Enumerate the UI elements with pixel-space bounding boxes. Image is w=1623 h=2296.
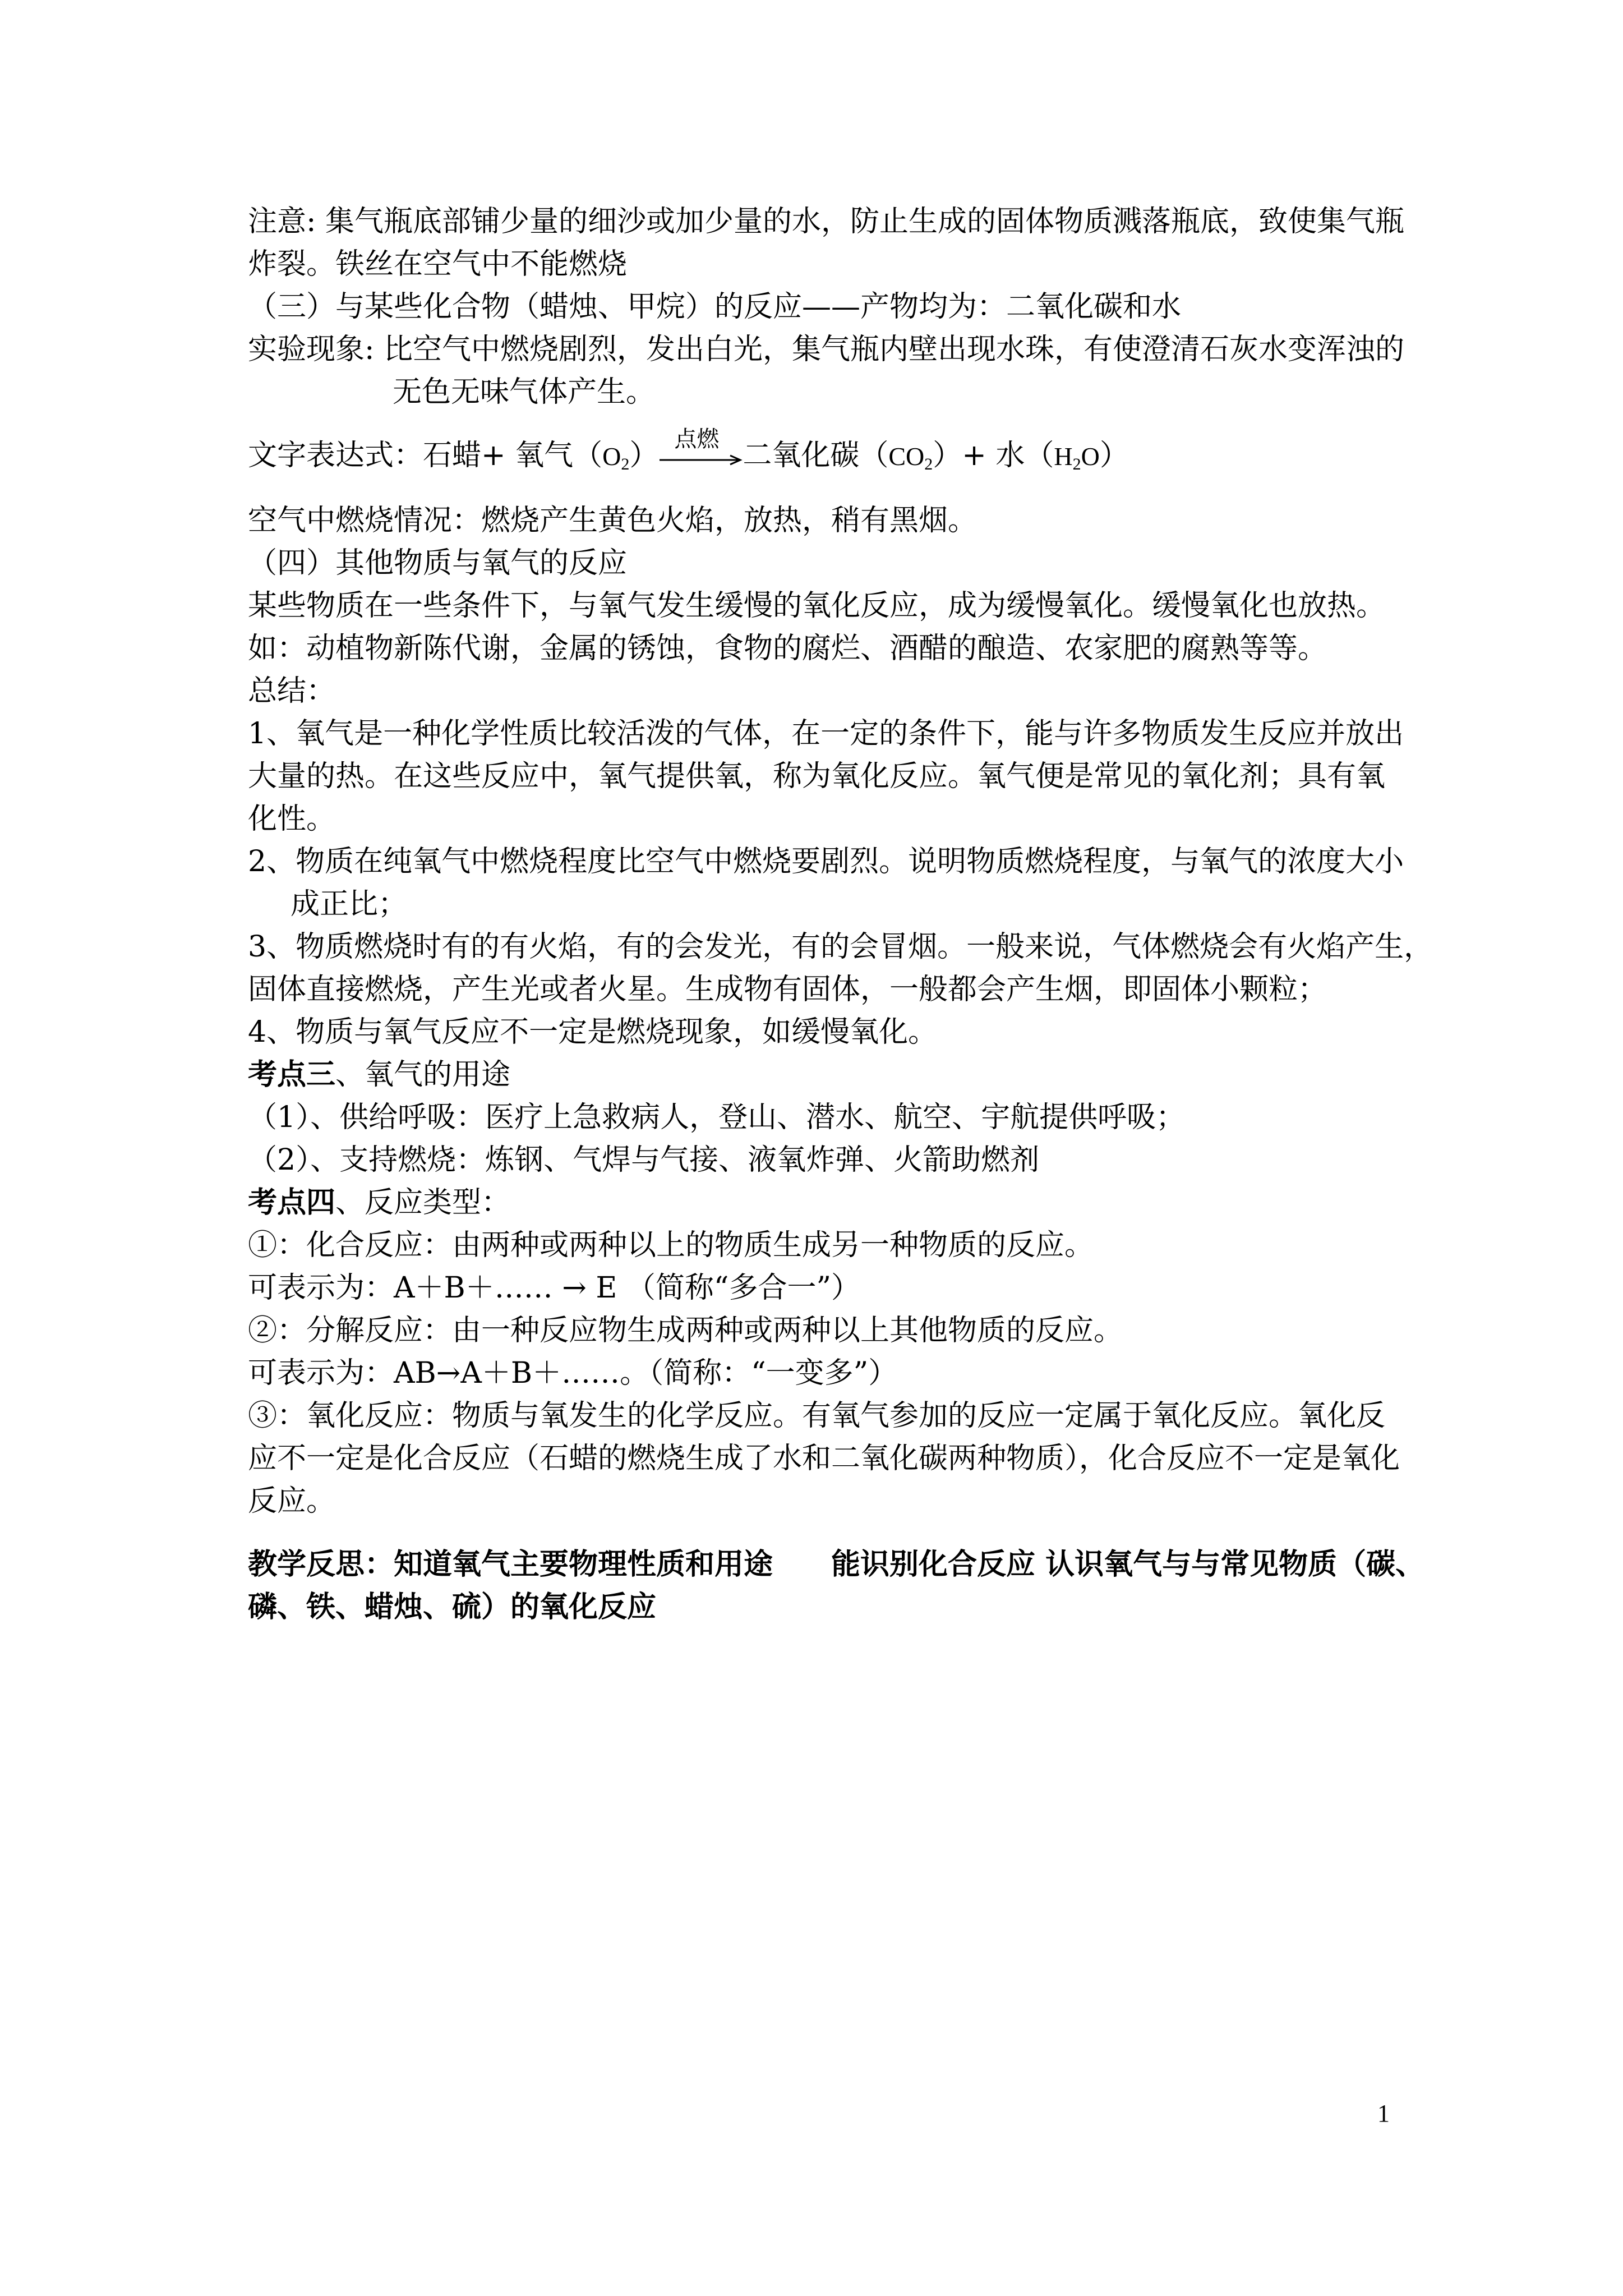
equation-close: ）	[1099, 439, 1129, 472]
page-content	[248, 200, 1538, 1628]
point3-title: 、氧气的用途	[335, 1058, 511, 1092]
section4-heading: （四）其他物质与氧气的反应	[248, 546, 628, 580]
co2-formula: CO	[888, 442, 925, 471]
water-subscript: 2	[1072, 455, 1081, 473]
oxygen-subscript: 2	[621, 455, 630, 473]
point4-line: 可表示为：A＋B＋…… → E （简称“多合一”）	[248, 1271, 861, 1305]
summary-line: 4、物质与氧气反应不一定是燃烧现象，如缓慢氧化。	[248, 1015, 938, 1049]
oxygen-formula: O	[602, 442, 621, 471]
water-h: H	[1054, 442, 1073, 471]
arrow-icon	[658, 454, 743, 466]
page-number: 1	[1377, 2100, 1390, 2127]
section3-heading: （三）与某些化合物（蜡烛、甲烷）的反应——产物均为：二氧化碳和水	[248, 290, 1182, 324]
point4-heading	[248, 1181, 1538, 1224]
point3-item: （2）、支持燃烧：炼钢、气焊与气接、液氧炸弹、火箭助燃剂	[248, 1143, 1040, 1177]
note-line-2: 炸裂。铁丝在空气中不能燃烧	[248, 247, 628, 281]
point4-line: 反应。	[248, 1484, 336, 1518]
phenomenon-line-2: 无色无味气体产生。	[393, 375, 656, 409]
note-line-1: 注意: 集气瓶底部铺少量的细沙或加少量的水，防止生成的固体物质溅落瓶底，致使集气瓶	[248, 205, 1405, 238]
summary-line: 化性。	[248, 802, 336, 836]
word-equation	[248, 426, 1538, 477]
reflection-line: 教学反思：知道氧气主要物理性质和用途 能识别化合反应 认识氧气与与常见物质（碳、	[248, 1547, 1425, 1581]
water-open: ）+ 水（	[933, 439, 1054, 472]
section4-line-2: 如：动植物新陈代谢，金属的锈蚀，食物的腐烂、酒醋的酿造、农家肥的腐熟等等。	[248, 632, 1327, 665]
reflection-line: 磷、铁、蜡烛、硫）的氧化反应	[248, 1590, 657, 1624]
summary-line: 固体直接燃烧，产生光或者火星。生成物有固体，一般都会产生烟，即固体小颗粒；	[248, 973, 1327, 1006]
point4-line: 可表示为：AB→A＋B＋……。（简称：“一变多”）	[248, 1356, 898, 1390]
equation-prefix: 文字表达式：石蜡+ 氧气（	[248, 439, 603, 472]
point3-heading	[248, 1053, 1538, 1096]
point4-line: 应不一定是化合反应（石蜡的燃烧生成了水和二氧化碳两种物质），化合反应不一定是氧化	[248, 1442, 1400, 1475]
summary-line: 1、氧气是一种化学性质比较活泼的气体，在一定的条件下，能与许多物质发生反应并放出	[248, 717, 1404, 751]
phenomenon-line-1: 实验现象: 比空气中燃烧剧烈，发出白光，集气瓶内壁出现水珠，有使澄清石灰水变浑浊的	[248, 333, 1405, 366]
point4-line: ③：氧化反应：物质与氧发生的化学反应。有氧气参加的反应一定属于氧化反应。氧化反	[248, 1399, 1386, 1433]
summary-title: 总结：	[248, 674, 336, 708]
point4-line: ②：分解反应：由一种反应物生成两种或两种以上其他物质的反应。	[248, 1314, 1123, 1347]
oxygen-close-paren: ）	[629, 439, 659, 472]
water-o: O	[1081, 442, 1100, 471]
summary-line: 3、物质燃烧时有的有火焰，有的会发光，有的会冒烟。一般来说，气体燃烧会有火焰产生，	[248, 930, 1433, 964]
summary-line: 大量的热。在这些反应中，氧气提供氧，称为氧化反应。氧气便是常见的氧化剂；具有氧	[248, 760, 1386, 793]
summary-line: 2、物质在纯氧气中燃烧程度比空气中燃烧要剧烈。说明物质燃烧程度，与氧气的浓度大小	[248, 845, 1404, 878]
co2-open: 二氧化碳（	[743, 439, 889, 472]
point4-title: 、反应类型：	[335, 1186, 511, 1220]
summary-line: 成正比；	[291, 887, 408, 921]
co2-subscript: 2	[924, 455, 933, 473]
section4-line-1: 某些物质在一些条件下，与氧气发生缓慢的氧化反应，成为缓慢氧化。缓慢氧化也放热。	[248, 589, 1386, 623]
reaction-arrow	[658, 426, 743, 477]
point3-label: 考点三	[248, 1057, 336, 1092]
air-burning-line: 空气中燃烧情况：燃烧产生黄色火焰，放热，稍有黑烟。	[248, 504, 978, 537]
point4-line: ①：化合反应：由两种或两种以上的物质生成另一种物质的反应。	[248, 1228, 1094, 1262]
point4-label: 考点四	[248, 1185, 336, 1220]
point3-item: （1）、供给呼吸：医疗上急救病人，登山、潜水、航空、宇航提供呼吸；	[248, 1101, 1186, 1134]
reaction-condition: 点燃	[674, 426, 720, 452]
